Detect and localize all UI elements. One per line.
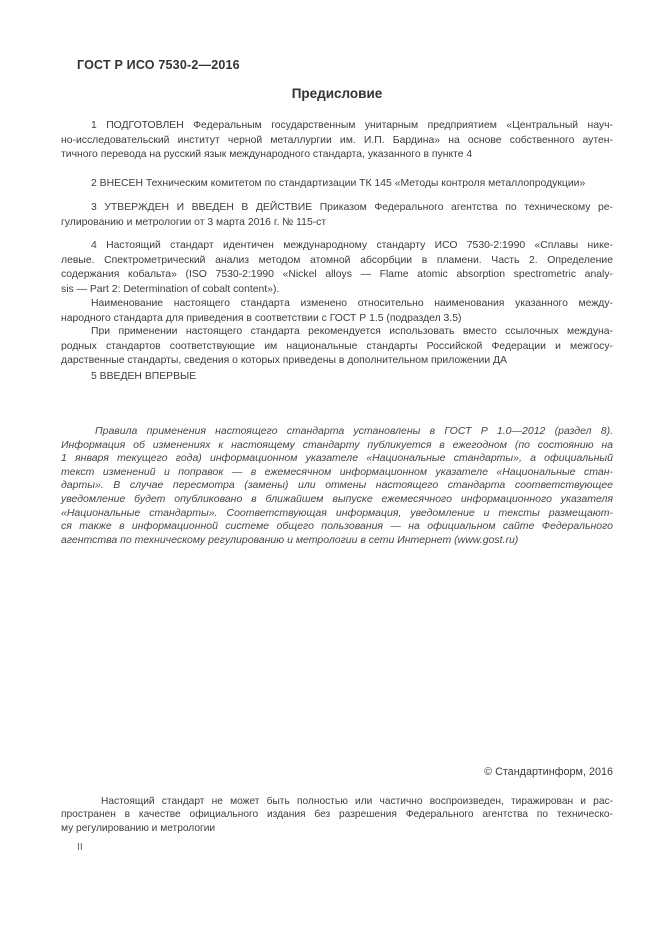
text-line: но-исследовательский институт черной металлургии им. И.П. Бардина» на основе собственного аутен- xyxy=(61,134,613,146)
foreword-clause-4-name-change xyxy=(61,297,613,326)
text-line: 3 УТВЕРЖДЕН И ВВЕДЕН В ДЕЙСТВИЕ Приказом Федерального агентства по техническому ре- xyxy=(91,202,613,213)
document-code: ГОСТ Р ИСО 7530-2—2016 xyxy=(77,58,240,72)
text-line: sis — Part 2: Determination of cobalt content»). xyxy=(61,283,280,295)
foreword-clause-4-references xyxy=(61,325,613,369)
text-line: родных стандартов соответствующие им национальные стандарты Российской Федерации и межгосу- xyxy=(61,340,613,352)
text-line: Правила применения настоящего стандарта установлены в ГОСТ Р 1.0—2012 (раздел 8). xyxy=(95,425,613,437)
text-line: тичного перевода на русский язык международного стандарта, указанного в пункте 4 xyxy=(61,149,473,160)
foreword-clause-1 xyxy=(61,119,613,163)
text-line: При применении настоящего стандарта рекомендуется использовать вместо ссылочных междуна- xyxy=(91,326,613,337)
foreword-clause-5 xyxy=(61,370,613,385)
text-line: Настоящий стандарт не может быть полностью или частично воспроизведен, тиражирован и рас- xyxy=(101,796,613,807)
text-line: левые. Спектрометрический анализ методом атомной абсорбции в пламени. Часть 2. Определение xyxy=(61,254,613,266)
text-line: 1 января текущего года) информационном указателе «Национальные стандарты», а официальный xyxy=(61,452,613,465)
text-line: гулированию и метрологии от 3 марта 2016 г. № 115-ст xyxy=(61,216,327,228)
text-line: пространен в качестве официального издания без разрешения Федерального агентства по техническо- xyxy=(61,809,613,821)
text-line: 2 ВНЕСЕН Техническим комитетом по стандартизации ТК 145 «Методы контроля металлопродукции» xyxy=(91,178,586,189)
text-line: 1 ПОДГОТОВЛЕН Федеральным государственным унитарным предприятием «Центральный науч- xyxy=(91,120,613,131)
copyright-line: © Стандартинформ, 2016 xyxy=(484,766,613,778)
text-line: Наименование настоящего стандарта изменено относительно наименования указанного между- xyxy=(91,298,613,309)
text-line: Информация об изменениях к настоящему стандарту публикуется в ежегодном (по состоянию на xyxy=(61,438,613,451)
foreword-clause-2 xyxy=(61,177,613,192)
text-line: народного стандарта для приведения в соответствии с ГОСТ Р 1.5 (подраздел 3.5) xyxy=(61,312,462,324)
foreword-clause-3 xyxy=(61,201,613,230)
text-line: текст изменений и поправок — в ежемесячном информационном указателе «Национальные стан- xyxy=(61,465,613,478)
text-line: му регулированию и метрологии xyxy=(61,822,216,834)
text-line: содержания кобальта» (ISO 7530-2:1990 «Nickel alloys — Flame atomic absorption spectrometric analy- xyxy=(61,269,613,280)
text-line: уведомление будет опубликовано в ближайшем выпуске ежемесячного информационного указателя xyxy=(61,492,613,505)
text-line: дарты». В случае пересмотра (замены) или отмены настоящего стандарта соответствующее xyxy=(61,479,613,492)
text-line: 4 Настоящий стандарт идентичен международному стандарту ИСО 7530-2:1990 «Сплавы нике- xyxy=(91,240,613,251)
page-number: II xyxy=(77,841,83,853)
reproduction-restriction-note xyxy=(61,795,613,835)
text-line: ся также в информационной системе общего пользования — на официальном сайте Федерального xyxy=(61,520,613,533)
text-line: агентства по техническому регулированию и метрологии в сети Интернет (www.gost.ru) xyxy=(61,533,519,546)
text-line: «Национальные стандарты». Соответствующая информация, уведомление и тексты размещают- xyxy=(61,506,613,519)
foreword-clause-4 xyxy=(61,239,613,297)
text-line: 5 ВВЕДЕН ВПЕРВЫЕ xyxy=(91,371,197,382)
application-rules-note xyxy=(61,425,613,547)
text-line: дарственные стандарты, сведения о которых приведены в дополнительном приложении ДА xyxy=(61,355,507,366)
page-title: Предисловие xyxy=(291,86,383,101)
